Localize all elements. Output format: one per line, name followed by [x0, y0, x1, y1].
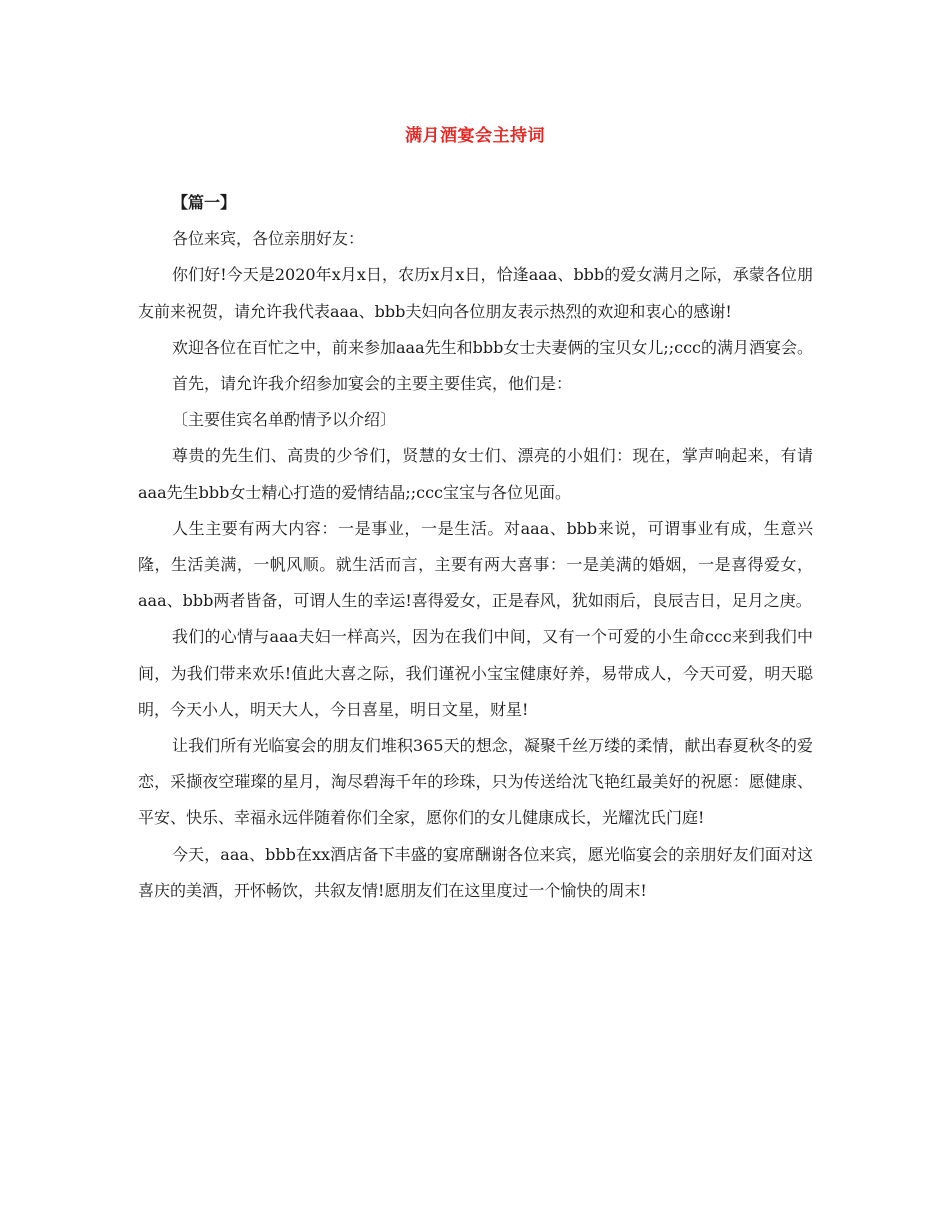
paragraph: 你们好!今天是2020年x月x日，农历x月x日，恰逢aaa、bbb的爱女满月之际，承蒙各位朋友前来祝贺，请允许我代表aaa、bbb夫妇向各位朋友表示热烈的欢迎和衷心的感谢! [138, 265, 813, 321]
document-body [138, 185, 813, 909]
section-heading: 【篇一】 [172, 193, 237, 212]
paragraph: 欢迎各位在百忙之中，前来参加aaa先生和bbb女士夫妻俩的宝贝女儿;;ccc的满月酒宴会。 [172, 337, 814, 357]
paragraph: 〔主要佳宾名单酌情予以介绍〕 [172, 410, 397, 430]
paragraph: 我们的心情与aaa夫妇一样高兴，因为在我们中间，又有一个可爱的小生命ccc来到我们中间，为我们带来欢乐!值此大喜之际，我们谨祝小宝宝健康好养，易带成人，今天可爱，明天聪明，今天小人，明天大人，今日喜星，明日文星，财星! [138, 627, 813, 719]
paragraph: 各位来宾，各位亲朋好友： [172, 229, 365, 249]
paragraph: 首先，请允许我介绍参加宴会的主要主要佳宾，他们是： [172, 374, 573, 394]
document-title: 满月酒宴会主持词 [405, 126, 545, 146]
paragraph: 今天，aaa、bbb在xx酒店备下丰盛的宴席酬谢各位来宾，愿光临宴会的亲朋好友们面对这喜庆的美酒，开怀畅饮，共叙友情!愿朋友们在这里度过一个愉快的周末! [138, 844, 813, 900]
paragraph: 尊贵的先生们、高贵的少爷们，贤慧的女士们、漂亮的小姐们：现在，掌声响起来，有请aaa先生bbb女士精心打造的爱情结晶;;ccc宝宝与各位见面。 [138, 446, 813, 502]
paragraph: 人生主要有两大内容：一是事业，一是生活。对aaa、bbb来说，可谓事业有成，生意兴隆，生活美满，一帆风顺。就生活而言，主要有两大喜事：一是美满的婚姻，一是喜得爱女，aaa、bbb两者皆备，可谓人生的幸运!喜得爱女，正是春风，犹如雨后，良辰吉日，足月之庚。 [138, 518, 813, 611]
paragraph: 让我们所有光临宴会的朋友们堆积365天的想念，凝聚千丝万缕的柔情，献出春夏秋冬的爱恋，采撷夜空璀璨的星月，淘尽碧海千年的珍珠，只为传送给沈飞艳红最美好的祝愿：愿健康、平安、快乐、幸福永远伴随着你们全家，愿你们的女儿健康成长，光耀沈氏门庭! [138, 736, 813, 828]
